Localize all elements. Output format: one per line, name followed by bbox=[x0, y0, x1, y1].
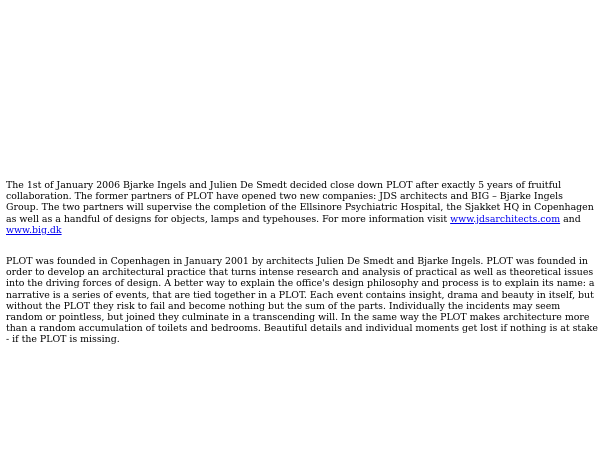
announcement-paragraph bbox=[6, 180, 598, 236]
jds-architects-link[interactable]: www.jdsarchitects.com bbox=[450, 213, 561, 225]
about-paragraph: PLOT was founded in Copenhagen in January 2001 by architects Julien De Smedt and Bjarke Ingels. PLOT was founded in order to develop an architectural practice that turns intense research and analysis of practical as well as theoretical issues into the driving forces of design. A better way to explain the office's design philosophy and process is to explain its name: a narrative is a series of events, that are tied together in a PLOT. Each event contains insight, drama and beauty in itself, but without the PLOT they risk to fail and become nothing but the sum of the parts. Individually the incidents may seem random or pointless, but joined they culminate in a transcending will. In the same way the PLOT makes architecture more than a random accumulation of toilets and bedrooms. Beautiful details and individual moments get lost if nothing is at stake - if the PLOT is missing. bbox=[6, 256, 598, 346]
announcement-text: The 1st of January 2006 Bjarke Ingels and Julien De Smedt decided close down PLOT after exactly 5 years of fruitful collaboration. The former partners of PLOT have opened two new companies: JDS architects and BIG – Bjarke Ingels Group. The two partners will supervise the completion of the Ellsinore Psychiatric Hospital, the Sjakket HQ in Copenhagen as well as a handful of designs for objects, lamps and typehouses. For more information visit bbox=[6, 180, 594, 225]
big-link[interactable]: www.big.dk bbox=[6, 224, 62, 236]
link-conjunction: and bbox=[560, 213, 581, 225]
